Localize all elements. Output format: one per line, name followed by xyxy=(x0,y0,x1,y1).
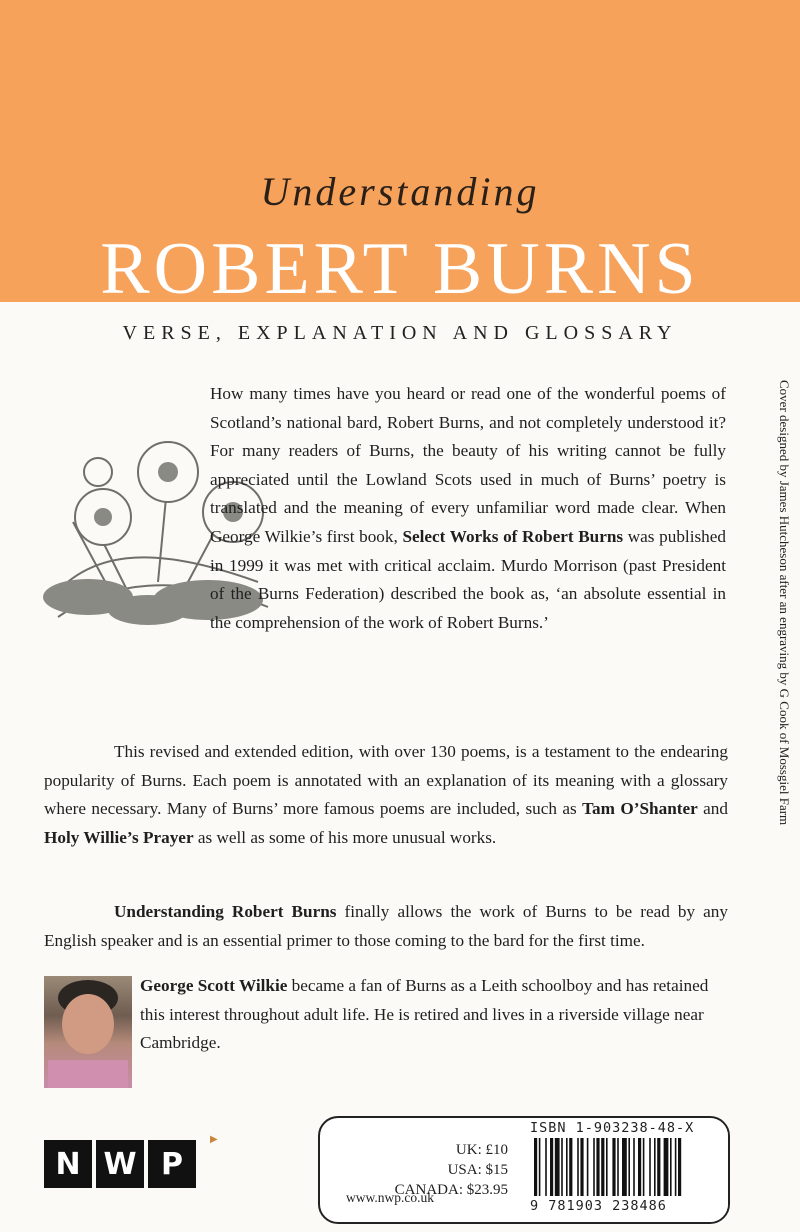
price-usa: USA: $15 xyxy=(447,1162,508,1178)
book-subtitle: VERSE, EXPLANATION AND GLOSSARY xyxy=(122,322,678,344)
barcode-bar xyxy=(561,1138,563,1196)
triangle-mark-icon: ▶ xyxy=(210,1134,218,1145)
barcode-bar xyxy=(587,1138,589,1196)
barcode-bar xyxy=(622,1138,627,1196)
poem-title-holy-willie: Holy Willie’s Prayer xyxy=(44,827,194,847)
barcode-bar xyxy=(606,1138,608,1196)
barcode-bar xyxy=(643,1138,645,1196)
barcode-bar xyxy=(628,1138,630,1196)
title-kicker: Understanding xyxy=(260,169,540,214)
blurb-paragraph-3: Understanding Robert Burns finally allows the work of Burns to be read by any English speaker and is an essential primer to those coming to the bard for the first time. xyxy=(44,902,728,950)
barcode-bar xyxy=(617,1138,619,1196)
poem-title-tam: Tam O’Shanter xyxy=(582,799,698,819)
barcode-bar xyxy=(657,1138,660,1196)
barcode-bar xyxy=(675,1138,677,1196)
price-canada: CANADA: $23.95 xyxy=(394,1182,508,1198)
barcode-bar xyxy=(633,1138,635,1196)
barcode-bar xyxy=(593,1138,595,1196)
barcode-bar xyxy=(612,1138,615,1196)
logo-letter: P xyxy=(148,1140,196,1188)
barcode-digits: 9 781903 238486 xyxy=(530,1198,667,1214)
barcode-bar xyxy=(580,1138,583,1196)
blurb-paragraph-1: How many times have you heard or read one of the wonderful poems of Scotland’s national bard, Robert Burns, and not completely understood it? For many readers of Burns, the beauty of his writing cannot be fully appreciated until the Lowland Scots used in much of Burns’ poetry is translated and the meaning of every unfamiliar word made clear. When George Wilkie’s first book, Select Works of Robert Burns was published in 1999 it was met with critical acclaim. Murdo Morrison (past President of the Burns Federation) described the book as, ‘an absolute essential in the comprehension of the work of Robert Burns.’ xyxy=(210,384,726,632)
barcode-bar xyxy=(664,1138,669,1196)
book-title-reference: Select Works of Robert Burns xyxy=(402,526,624,546)
cover-credit: Cover designed by James Hutcheson after an engraving by G Cook of Mossgiel Farm xyxy=(777,380,792,826)
barcode-bars xyxy=(534,1138,718,1196)
barcode-bar xyxy=(649,1138,651,1196)
author-bio: George Scott Wilkie became a fan of Burns as a Leith schoolboy and has retained this interest throughout adult life. He is retired and lives in a riverside village near Cambridge. xyxy=(140,976,709,1053)
book-title: ROBERT BURNS xyxy=(100,228,700,310)
barcode-block xyxy=(520,1118,730,1222)
barcode-bar xyxy=(654,1138,656,1196)
barcode-bar xyxy=(596,1138,599,1196)
isbn-label: ISBN 1-903238-48-X xyxy=(530,1120,695,1136)
barcode-bar xyxy=(670,1138,672,1196)
barcode-bar xyxy=(577,1138,579,1196)
barcode-bar xyxy=(566,1138,568,1196)
blurb-paragraph-2: This revised and extended edition, with over 130 poems, is a testament to the endearing popularity of Burns. Each poem is annotated with an explanation of its meaning with a glossary where necessary. Many of Burns’ more famous poems are included, such as Tam O’Shanter and Holy Willie’s Prayer as well as some of his more unusual works. xyxy=(44,742,728,847)
barcode-bar xyxy=(555,1138,560,1196)
author-name: George Scott Wilkie xyxy=(140,976,288,995)
barcode-bar xyxy=(569,1138,572,1196)
logo-letter: W xyxy=(96,1140,144,1188)
price-uk: UK: £10 xyxy=(455,1142,508,1158)
barcode-bar xyxy=(550,1138,553,1196)
author-photo xyxy=(44,976,132,1088)
logo-letter: N xyxy=(44,1140,92,1188)
barcode-bar xyxy=(534,1138,537,1196)
price-box xyxy=(318,1116,730,1224)
barcode-bar xyxy=(638,1138,641,1196)
publisher-url: www.nwp.co.uk xyxy=(346,1190,434,1205)
barcode-bar xyxy=(601,1138,604,1196)
book-title-reference: Understanding Robert Burns xyxy=(114,902,337,921)
barcode-bar xyxy=(539,1138,541,1196)
barcode-bar xyxy=(545,1138,547,1196)
barcode-bar xyxy=(678,1138,681,1196)
publisher-logo xyxy=(44,1140,196,1188)
